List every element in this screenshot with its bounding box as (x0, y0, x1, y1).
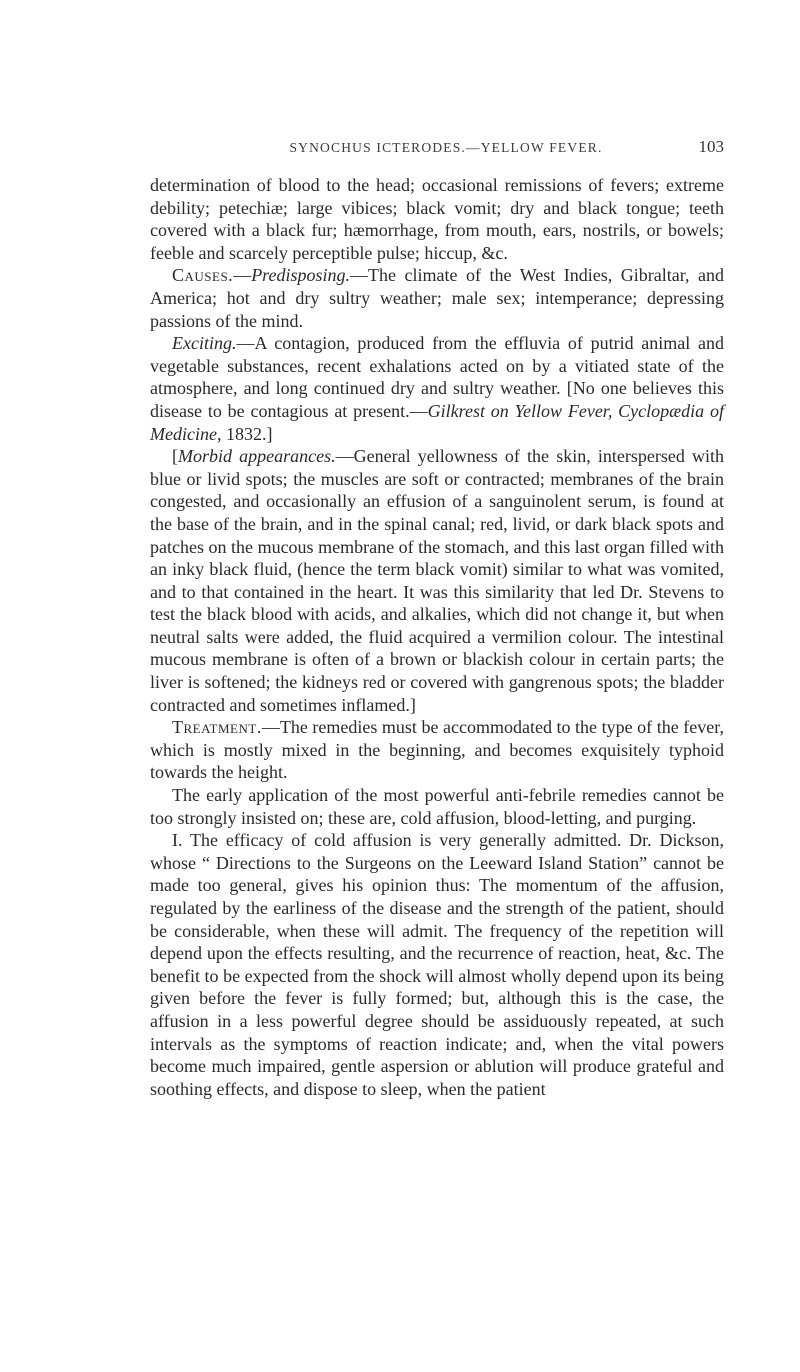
page-header (168, 137, 724, 164)
section-lead-causes: Causes. (172, 265, 234, 286)
paragraph-treatment (150, 716, 724, 784)
paragraph-text: determination of blood to the head; occasional remissions of fevers; extreme debility; petechiæ; large vibices; black vomit; dry and black tongue; teeth covered with a black fur; hæmorrhage, from mouth, ears, nostrils, or bowels; feeble and scarcely perceptible pulse; hiccup, &c. (150, 175, 724, 263)
paragraph-text: —General yellowness of the skin, interspersed with blue or livid spots; the muscles are soft or contracted; membranes of the brain congested, and occasionally an effusion of a sanguinolent serum, is found at the base of the brain, and in the spinal canal; red, livid, or dark black spots and patches on the mucous membrane of the stomach, and this last organ filled with an inky black fluid, (hence the term black vomit) similar to what was vomited, and to that contained in the heart. It was this similarity that led Dr. Stevens to test the black blood with acids, and alkalies, which did not change it, but when neutral salts were added, the fluid acquired a vermilion colour. The intestinal mucous membrane is often of a brown or blackish colour in certain parts; the liver is softened; the kidneys red or covered with gangrenous spots; the bladder contracted and sometimes inflamed.] (150, 446, 724, 715)
paragraph-causes-exciting (150, 332, 724, 445)
citation-year: 1832.] (221, 423, 273, 444)
paragraph-cold-affusion (150, 829, 724, 1100)
paragraph-text: —The remedies must be accommodated to the type of the fever, which is mostly mixed in the beginning, and becomes exquisitely typhoid towards the height. (150, 717, 724, 783)
paragraph-text: —A contagion, produced from the effluvia of putrid animal and vegetable substances, recent exhalations acted on by a vitiated state of the atmosphere, and long continued dry and sultry weather. [No one believes this disease to be contagious at present.— (150, 333, 724, 421)
running-head: SYNOCHUS ICTERODES.—YELLOW FEVER. (289, 140, 603, 155)
subheading-exciting: Exciting. (172, 333, 237, 354)
paragraph-text: —The climate of the West Indies, Gibraltar, and America; hot and dry sultry weather; male sex; intemperance; depressing passions of the mind. (150, 265, 724, 331)
body-text (150, 174, 724, 1100)
paragraph-causes-predisposing (150, 264, 724, 332)
paragraph-text: I. The efficacy of cold affusion is very generally admitted. Dr. Dickson, whose “ Directions to the Surgeons on the Leeward Island Station” cannot be made too general, gives his opinion thus: The momentum of the affusion, regulated by the earliness of the disease and the strength of the patient, should be considerable, when these will admit. The frequency of the repetition will depend upon the effects resulting, and the recurrence of reaction, heat, &c. The benefit to be expected from the shock will almost wholly depend upon its being given before the fever is fully formed; but, although this is the case, the affusion in a less powerful degree should be assiduously repeated, at such intervals as the symptoms of reaction indicate; and, when the vital powers become much impaired, gentle aspersion or ablution will produce grateful and soothing effects, and dispose to sleep, when the patient (150, 830, 724, 1099)
bracket-open: [ (172, 446, 178, 467)
paragraph-text: The early application of the most powerful anti-febrile remedies cannot be too strongly insisted on; these are, cold affusion, blood-letting, and purging. (150, 785, 724, 828)
subheading-predisposing: Predisposing. (251, 265, 351, 286)
subheading-morbid-appearances: Morbid appearances. (178, 446, 336, 467)
dash: — (233, 265, 252, 286)
paragraph-morbid-appearances (150, 445, 724, 716)
paragraph-early-application (150, 784, 724, 829)
page-number: 103 (698, 137, 724, 156)
paragraph-symptoms (150, 174, 724, 264)
citation: Gilkrest on Yellow Fever, Cyclopædia of Medicine, (150, 400, 724, 444)
section-lead-treatment: Treatment. (172, 717, 262, 738)
